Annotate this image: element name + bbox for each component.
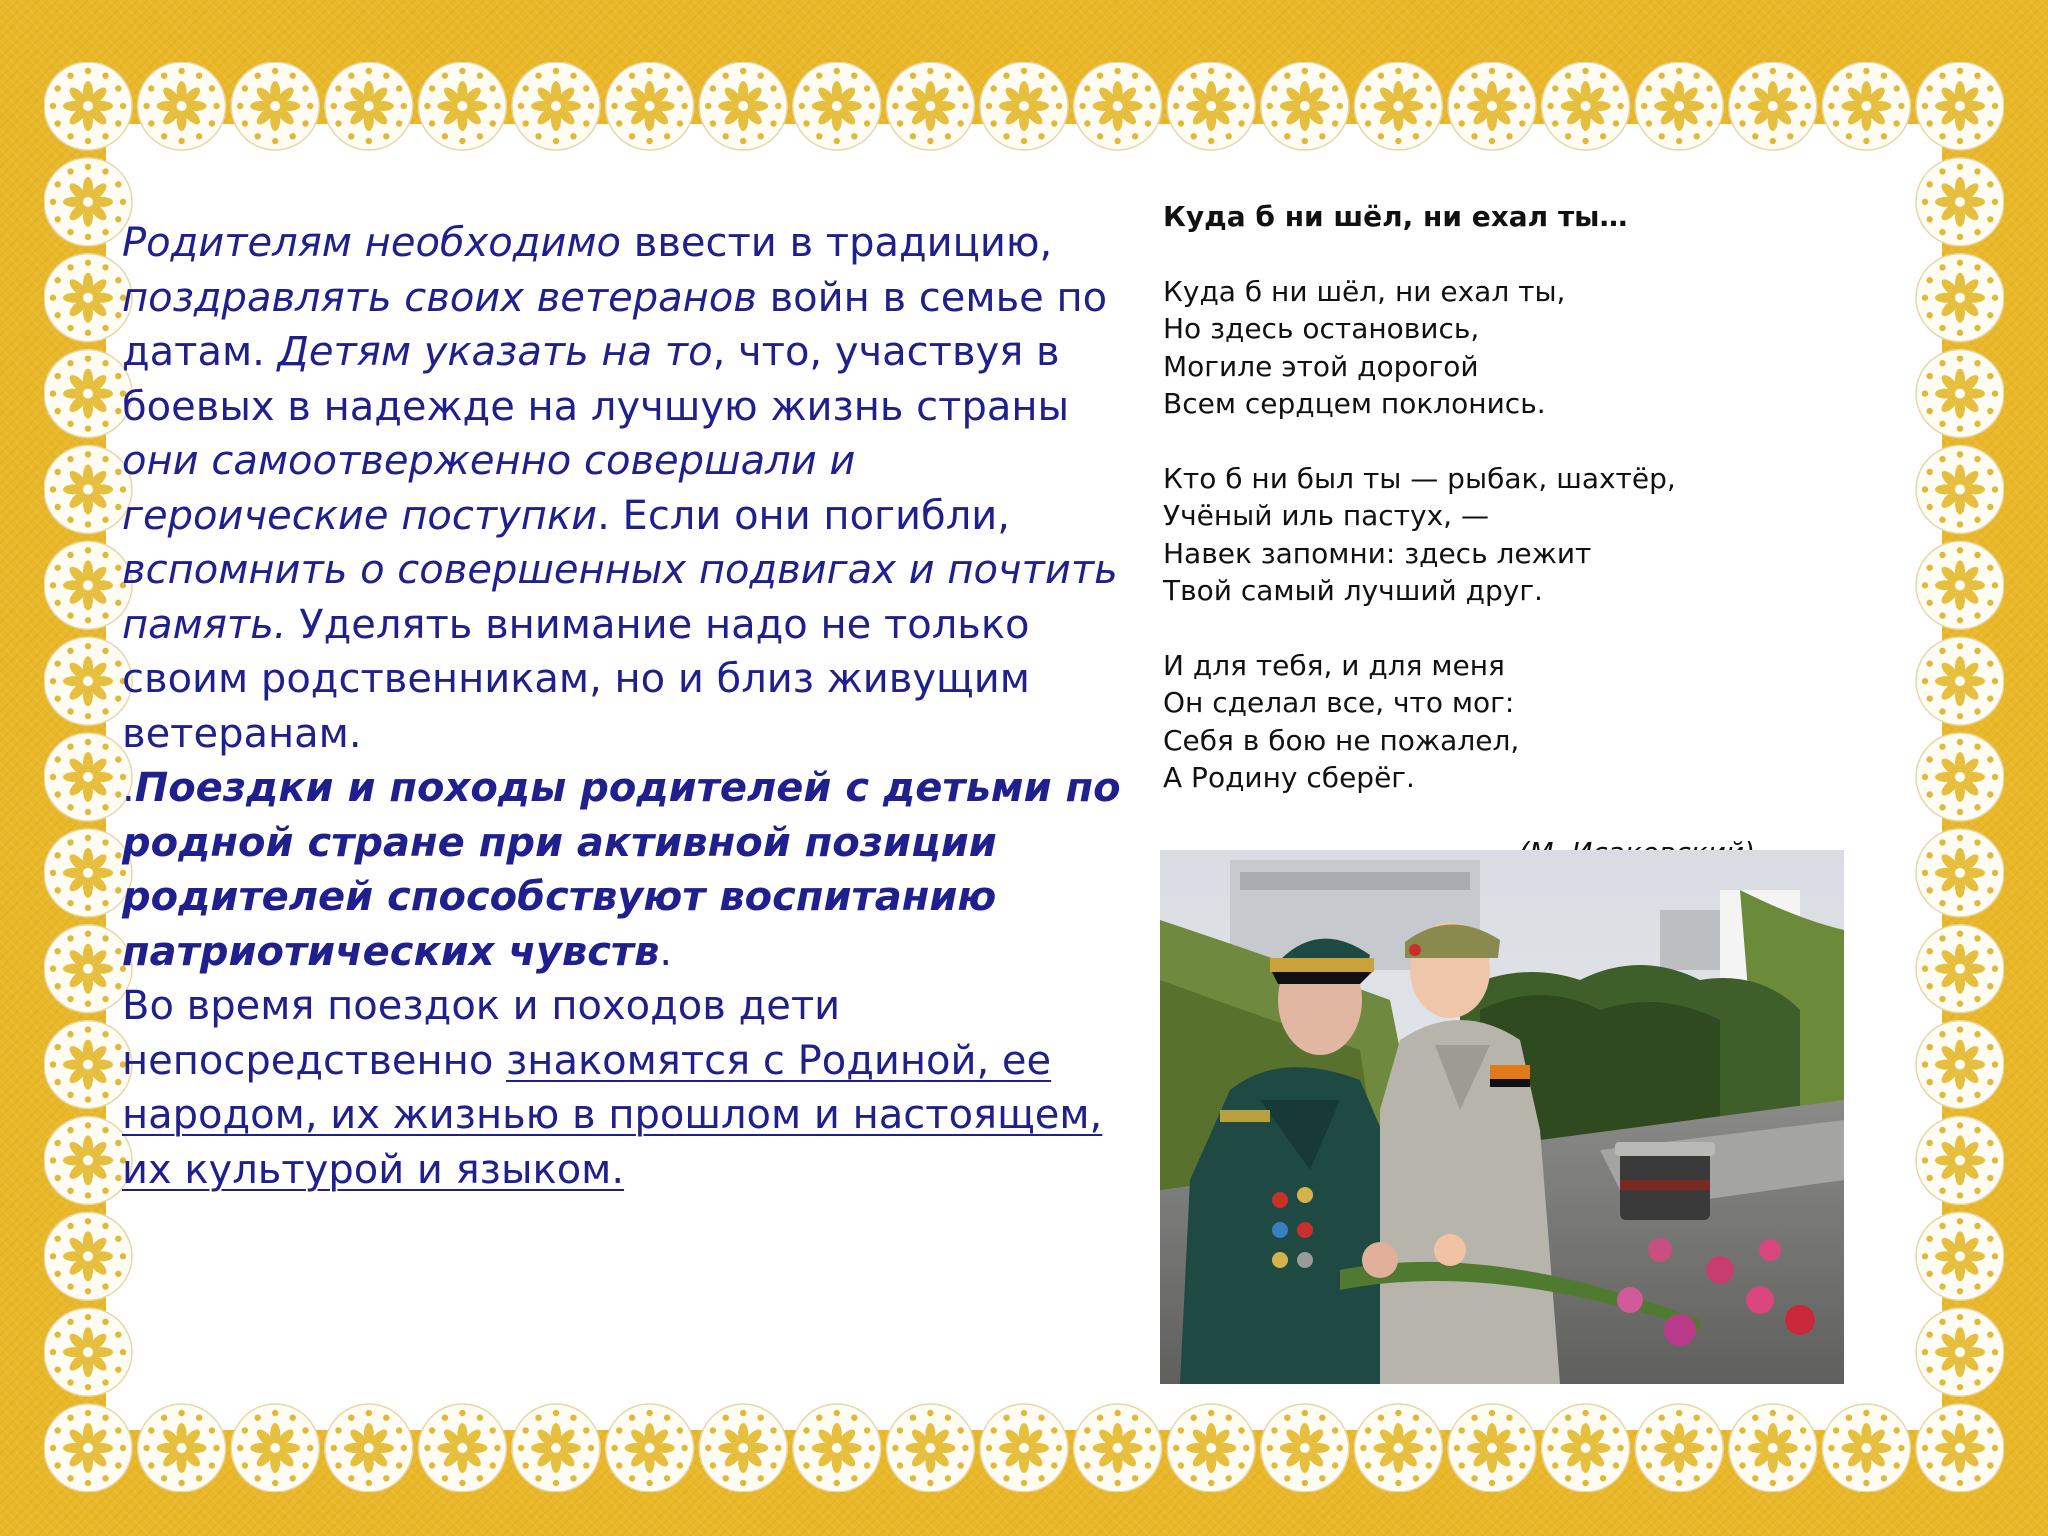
poem-stanza-2 [1163,460,1803,610]
text: . [659,928,673,975]
paragraph-veterans [122,216,1122,761]
underlined-text: знакомятся с Родиной, ее народом, их жизнью в прошлом и настоящем, их культурой и языком. [122,1037,1103,1193]
poem-line: Могиле этой дорогой [1163,349,1479,383]
text: . Если они погибли, [597,492,1010,539]
poem-line: А Родину сберёг. [1163,761,1415,794]
text-italic: они самоотверженно совершали и героические поступки [122,438,856,539]
poem-block [1163,198,1803,871]
text: ввести в традицию, [621,220,1053,266]
poem-line: Он сделал все, что мог: [1163,686,1515,719]
text: . [122,765,135,811]
poem-title: Куда б ни шёл, ни ехал ты… [1163,200,1628,233]
bold-statement: Поездки и походы родителей с детьми по родной стране при активной позиции родителей способствуют воспитанию патриотических чувств [122,765,1121,975]
text: войн в семье по датам. [122,274,1108,375]
text: , что, участвуя в боевых в надежде на лучшую жизнь страны [122,329,1070,430]
paragraph-trips [122,761,1122,979]
poem-stanza-1 [1163,273,1803,423]
text-italic: поздравлять своих ветеранов [122,274,757,321]
poem-line: Кто б ни был ты — рыбак, шахтёр, [1163,461,1676,495]
poem-line: Себя в бою не пожалел, [1163,723,1520,757]
veteran-boy-photo [1160,850,1844,1384]
text: Во время поездок и походов дети непосредственно [122,983,841,1084]
poem-line: Куда б ни шёл, ни ехал ты, [1163,274,1566,308]
main-text-block [122,216,1122,1197]
text-italic: Родителям необходимо [122,220,622,266]
poem-line: Навек запомни: здесь лежит [1163,536,1592,570]
poem-line: Всем сердцем поклонись. [1163,387,1546,420]
poem-stanza-3 [1163,647,1803,797]
paragraph-homeland [122,979,1122,1197]
poem-line: Твой самый лучший друг. [1163,574,1543,607]
poem-line: Но здесь остановись, [1163,312,1480,345]
text-italic: Детям указать на то [277,329,713,375]
text: Уделять внимание надо не только своим родственникам, но и близ живущим ветеранам. [122,601,1030,757]
poem-line: И для тебя, и для меня [1163,648,1505,682]
poem-line: Учёный иль пастух, — [1163,499,1489,532]
text-italic: вспомнить о совершенных подвигах и почтить память. [122,547,1118,648]
